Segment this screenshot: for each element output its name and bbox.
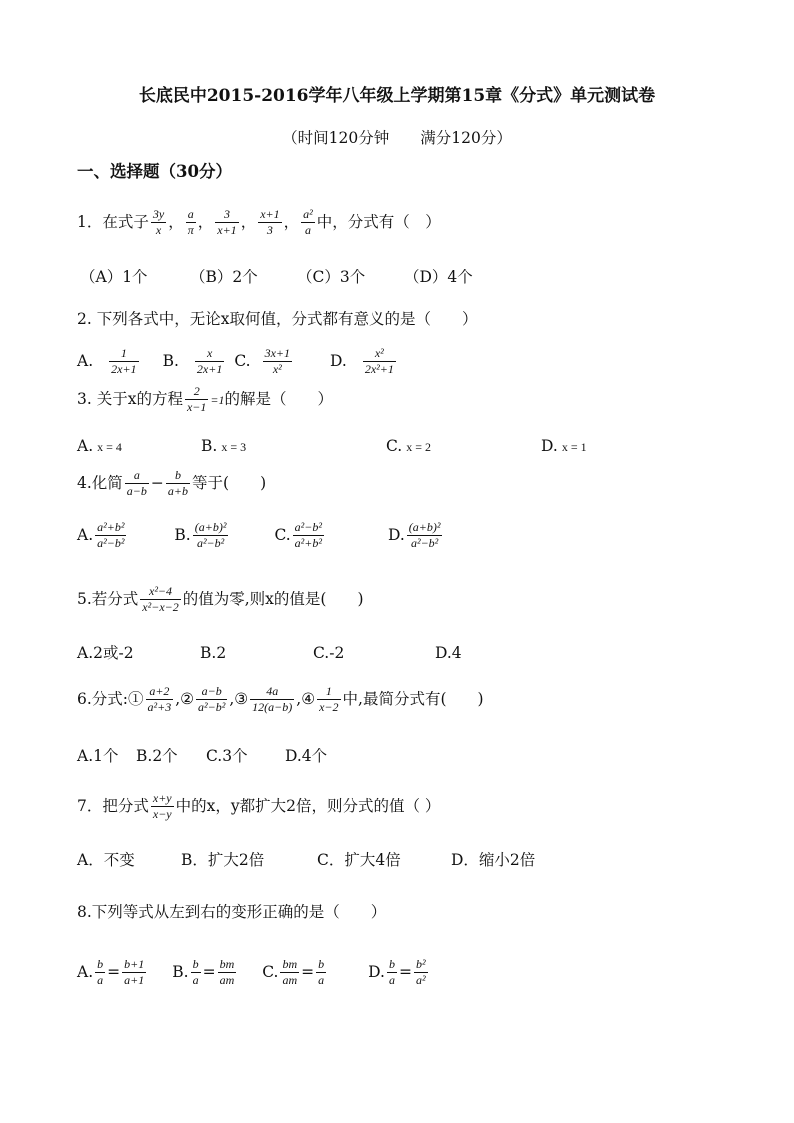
- q2-option-a-label: A.: [77, 351, 94, 370]
- q5-option-a: A.2或-2: [77, 644, 134, 662]
- q6-option-a: A.1个: [77, 747, 119, 765]
- q6-fraction-2: $\frac{a-b}{\text{a²−b²}}$: [198, 684, 226, 714]
- q4-minus: −: [150, 473, 164, 492]
- q4-option-d-fraction: $\frac{\text{(a+b)²}}{\text{a²−b²}}$: [408, 520, 441, 550]
- q1-option-c: （C）3个: [297, 268, 366, 286]
- q1-fraction-3: $\frac{3}{x+1}$: [217, 207, 237, 237]
- question-2: 2. 下列各式中，无论x取何值，分式都有意义的是（ ）: [77, 310, 478, 328]
- q3-suffix: 的解是（ ）: [224, 389, 334, 408]
- q4-option-b-label: B.: [174, 525, 191, 544]
- q3-fraction: $\frac{2}{x-1}$: [186, 384, 207, 414]
- q7-option-b: B．扩大2倍: [181, 851, 265, 869]
- q4-option-a-fraction: $\frac{\text{a²+b²}}{\text{a²−b²}}$: [97, 520, 125, 550]
- q8-option-b-eq: =: [202, 962, 216, 981]
- q2-option-b-label: B.: [162, 351, 179, 370]
- q6-sep-2: ,②: [175, 689, 195, 708]
- q1-fraction-1: $\frac{3y}{x}$: [152, 207, 165, 237]
- section-heading: 一、选择题（30分）: [77, 162, 232, 181]
- q8-option-c-eq: =: [301, 962, 315, 981]
- q1-prefix: 1．在式子: [77, 212, 149, 231]
- q4-option-b-fraction: $\frac{\text{(a+b)²}}{\text{a²−b²}}$: [194, 520, 227, 550]
- q8-option-c-lhs: $\frac{bm}{am}$: [282, 957, 298, 987]
- q4-option-a-label: A.: [77, 525, 94, 544]
- question-3: [77, 384, 333, 415]
- q5-suffix: 的值为零,则x的值是( ): [182, 589, 364, 608]
- q4-fraction-2: $\frac{b}{a+b}$: [167, 468, 189, 498]
- q2-options: [77, 346, 398, 377]
- q4-suffix: 等于( ): [192, 473, 267, 492]
- question-8: 8.下列等式从左到右的变形正确的是（ ）: [77, 903, 387, 921]
- q8-option-b-label: B.: [172, 962, 189, 981]
- q6-fraction-3: $\frac{4a}{12(a-b)}$: [252, 684, 293, 714]
- q8-option-a-eq: =: [107, 962, 121, 981]
- q6-option-c: C.3个: [206, 747, 248, 765]
- q7-option-d: D．缩小2倍: [451, 851, 536, 869]
- q6-fraction-1: $\frac{a+2}{\text{a²+3}}$: [147, 684, 172, 714]
- q1-option-d: （D）4个: [404, 268, 473, 286]
- q7-fraction: $\frac{x+y}{x-y}$: [152, 791, 172, 821]
- q1-fraction-5: $\frac{\text{a²}}{a}$: [303, 207, 313, 237]
- q4-options: [77, 520, 444, 551]
- q8-option-d-rhs: $\frac{\text{b²}}{\text{a²}}$: [415, 957, 426, 987]
- q1-fraction-2: $\frac{a}{\pi}$: [187, 207, 194, 237]
- q8-option-a-label: A.: [77, 962, 94, 981]
- q4-option-c-label: C.: [274, 525, 291, 544]
- question-4: [77, 468, 266, 499]
- q7-prefix: 7．把分式: [77, 796, 149, 815]
- q1-suffix: 中，分式有（ ）: [316, 212, 441, 231]
- q8-option-c-rhs: $\frac{b}{a}$: [318, 957, 325, 987]
- q6-suffix: 中,最简分式有( ): [342, 689, 484, 708]
- q3-option-b: B. x = 3: [201, 437, 247, 455]
- q6-prefix: 6.分式:①: [77, 689, 144, 708]
- q1-fraction-4: $\frac{x+1}{3}$: [260, 207, 280, 237]
- q1-option-a: （A）1个: [80, 268, 148, 286]
- question-5: [77, 584, 364, 615]
- q2-option-d-label: D.: [330, 351, 347, 370]
- q6-sep-3: ,③: [229, 689, 249, 708]
- q2-option-b-fraction: $\frac{x}{2x+1}$: [196, 346, 223, 376]
- question-7: [77, 791, 440, 822]
- q4-option-d-label: D.: [387, 525, 405, 544]
- q5-fraction: $\frac{\text{x²−4}}{\text{x²−x−2}}$: [142, 584, 179, 614]
- q8-option-b-rhs: $\frac{bm}{am}$: [219, 957, 235, 987]
- q6-sep-4: ,④: [296, 689, 316, 708]
- q3-option-a: A. x = 4: [77, 437, 122, 455]
- q7-option-c: C．扩大4倍: [317, 851, 401, 869]
- q2-option-d-fraction: $\frac{\text{x²}}{\text{2x²+1}}$: [364, 346, 394, 376]
- q8-option-b-lhs: $\frac{b}{a}$: [192, 957, 199, 987]
- q8-option-a-lhs: $\frac{b}{a}$: [97, 957, 104, 987]
- q8-option-d-lhs: $\frac{b}{a}$: [388, 957, 395, 987]
- q3-option-c: C. x = 2: [386, 437, 432, 455]
- q5-prefix: 5.若分式: [77, 589, 139, 608]
- q3-prefix: 3. 关于x的方程: [77, 389, 183, 408]
- q1-option-b: （B）2个: [190, 268, 258, 286]
- q4-prefix: 4.化简: [77, 473, 123, 492]
- q6-fraction-4: $\frac{1}{x-2}$: [319, 684, 339, 714]
- question-6: [77, 684, 484, 715]
- q7-suffix: 中的x，y都扩大2倍，则分式的值（ ）: [175, 796, 441, 815]
- q8-options: [77, 957, 430, 988]
- question-1: 1．在式子 $\frac{3y}{x}$ ， $\frac{a}{\pi}$ ， $\frac{3}{x+1}$ ， $\frac{x+1}{3}$ ， $\frac{\text{a²}}{a}$ 中，分式有（ ）: [77, 207, 441, 237]
- q4-option-c-fraction: $\frac{\text{a²−b²}}{\text{a²+b²}}$: [294, 520, 322, 550]
- q7-option-a: A．不变: [77, 851, 135, 869]
- q3-equals: =1: [210, 392, 225, 407]
- q8-option-d-label: D.: [368, 962, 385, 981]
- q8-option-c-label: C.: [262, 962, 279, 981]
- q2-option-a-fraction: $\frac{1}{2x+1}$: [111, 346, 137, 376]
- q8-option-a-rhs: $\frac{b+1}{a+1}$: [124, 957, 145, 987]
- q3-option-d: D. x = 1: [541, 437, 587, 455]
- q5-option-c: C.-2: [313, 644, 345, 662]
- page-title: 长底民中2015-2016学年八年级上学期第15章《分式》单元测试卷: [138, 86, 656, 106]
- q5-option-d: D.4: [435, 644, 462, 662]
- q2-option-c-label: C.: [234, 351, 251, 370]
- q6-option-d: D.4个: [285, 747, 328, 765]
- q2-option-c-fraction: $\frac{3x+1}{\text{x²}}$: [264, 346, 290, 376]
- q4-fraction-1: $\frac{a}{a-b}$: [126, 468, 147, 498]
- q5-option-b: B.2: [200, 644, 227, 662]
- q8-option-d-eq: =: [398, 962, 412, 981]
- page-subtitle: （时间120分钟 满分120分）: [282, 129, 512, 147]
- q6-option-b: B.2个: [136, 747, 178, 765]
